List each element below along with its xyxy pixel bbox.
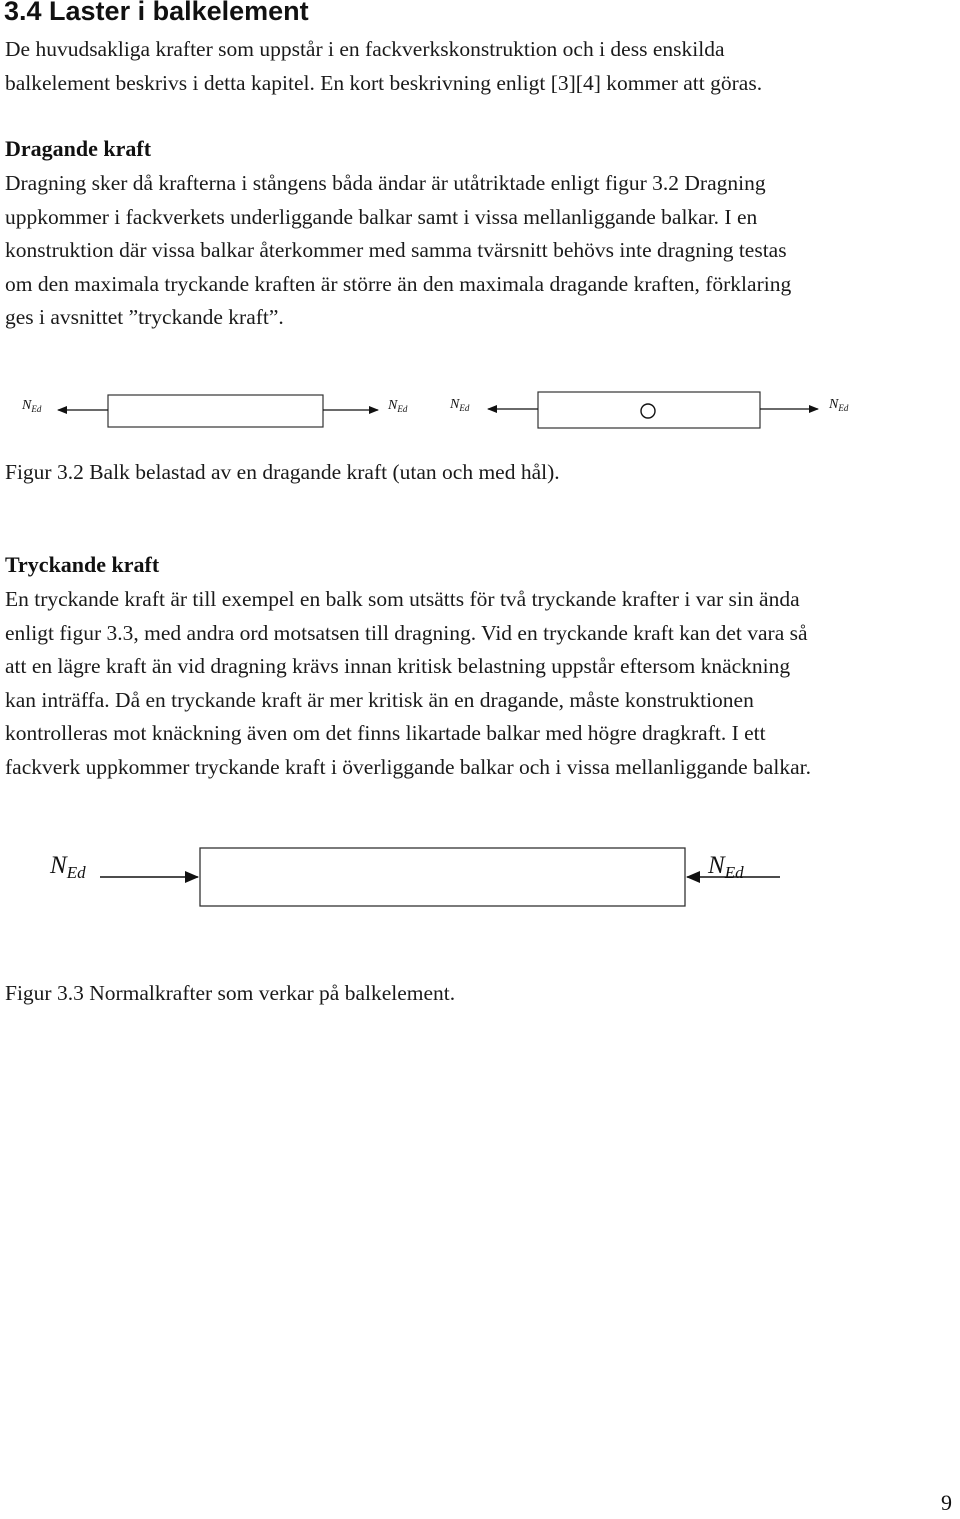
dragande-line: uppkommer i fackverkets underliggande balkar samt i vissa mellanliggande balkar. I en bbox=[5, 204, 758, 229]
tryckande-line: fackverk uppkommer tryckande kraft i överliggande balkar och i vissa mellanliggande balkar. bbox=[5, 754, 811, 779]
page-number: 9 bbox=[941, 1490, 952, 1515]
tryckande-line: kontrolleras mot knäckning även om det finns likartade balkar med högre dragkraft. I ett bbox=[5, 721, 766, 745]
force-label: $N_{Ed}$ bbox=[388, 398, 408, 414]
force-label: $N_{Ed}$ bbox=[708, 852, 744, 882]
force-label: $N_{Ed}$ bbox=[50, 852, 86, 882]
tryckande-line: kan inträffa. Då en tryckande kraft är mer kritisk än en dragande, måste konstruktionen bbox=[5, 687, 754, 712]
tryckande-line: En tryckande kraft är till exempel en balk som utsätts för två tryckande krafter i var sin ända bbox=[5, 587, 800, 611]
intro-line: De huvudsakliga krafter som uppstår i en fackverkskonstruktion och i dess enskilda bbox=[5, 37, 725, 61]
force-label: $N_{Ed}$ bbox=[22, 398, 42, 414]
tryckande-line: enligt figur 3.3, med andra ord motsatsen till dragning. Vid en tryckande kraft kan det vara så bbox=[5, 620, 808, 645]
beam-compression bbox=[200, 848, 685, 906]
tryckande-line: att en lägre kraft än vid dragning krävs innan kritisk belastning uppstår eftersom knäckning bbox=[5, 654, 791, 678]
section-title: 3.4 Laster i balkelement bbox=[4, 0, 309, 26]
dragande-line: konstruktion där vissa balkar återkommer med samma tvärsnitt behövs inte dragning testas bbox=[5, 238, 787, 262]
dragande-line: om den maximala tryckande kraften är större än den maximala dragande kraften, förklaring bbox=[5, 271, 792, 296]
dragande-line: ges i avsnittet ”tryckande kraft”. bbox=[5, 305, 284, 329]
dragande-heading: Dragande kraft bbox=[5, 136, 152, 161]
dragande-line: Dragning sker då krafterna i stångens båda ändar är utåtriktade enligt figur 3.2 Dragning bbox=[5, 171, 766, 195]
intro-line: balkelement beskrivs i detta kapitel. En kort beskrivning enligt [3][4] kommer att göras. bbox=[5, 70, 763, 95]
figure-3-3-caption: Figur 3.3 Normalkrafter som verkar på balkelement. bbox=[5, 981, 456, 1005]
figure-3-2-caption: Figur 3.2 Balk belastad av en dragande kraft (utan och med hål). bbox=[5, 460, 560, 484]
tryckande-heading: Tryckande kraft bbox=[5, 552, 160, 577]
force-label: $N_{Ed}$ bbox=[829, 397, 849, 413]
force-label: $N_{Ed}$ bbox=[450, 397, 470, 413]
